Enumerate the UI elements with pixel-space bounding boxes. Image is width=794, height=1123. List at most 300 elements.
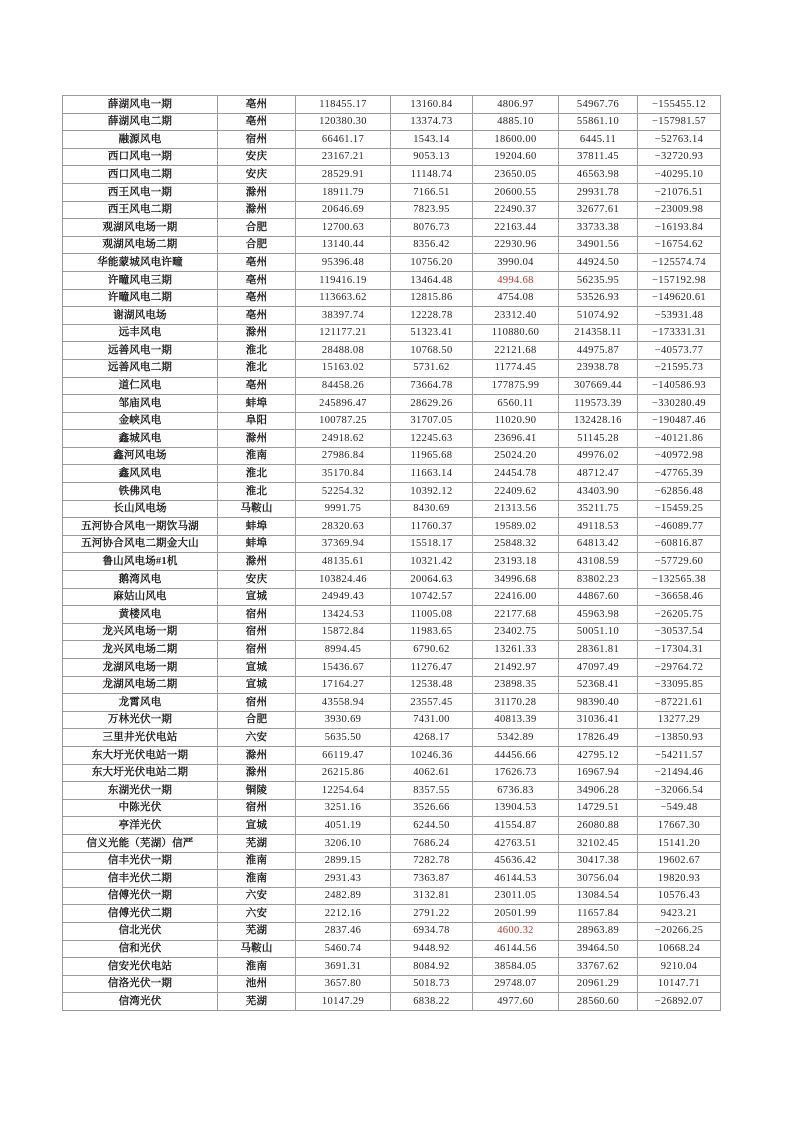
- cell-value-3[interactable]: 23312.40: [473, 307, 559, 325]
- cell-value-1[interactable]: 2931.43: [296, 870, 391, 888]
- cell-value-2[interactable]: 4062.61: [391, 764, 473, 782]
- table-row[interactable]: [63, 447, 721, 465]
- table-row[interactable]: [63, 676, 721, 694]
- cell-value-1[interactable]: 23167.21: [296, 148, 391, 166]
- cell-value-2[interactable]: 7282.78: [391, 852, 473, 870]
- cell-value-2[interactable]: 7431.00: [391, 711, 473, 729]
- cell-value-4[interactable]: 51074.92: [559, 307, 638, 325]
- cell-city[interactable]: 安庆: [218, 571, 296, 589]
- cell-value-5[interactable]: −157981.57: [638, 113, 721, 131]
- cell-plant-name[interactable]: 信北光伏: [63, 922, 218, 940]
- cell-plant-name[interactable]: 谢湖风电场: [63, 307, 218, 325]
- cell-value-2[interactable]: 8356.42: [391, 236, 473, 254]
- cell-value-1[interactable]: 3691.31: [296, 958, 391, 976]
- cell-value-3[interactable]: 25024.20: [473, 447, 559, 465]
- cell-plant-name[interactable]: 信湾光伏: [63, 993, 218, 1011]
- cell-city[interactable]: 亳州: [218, 289, 296, 307]
- cell-value-4[interactable]: 39464.50: [559, 940, 638, 958]
- cell-value-4[interactable]: 13084.54: [559, 887, 638, 905]
- cell-value-5[interactable]: 15141.20: [638, 834, 721, 852]
- table-row[interactable]: [63, 236, 721, 254]
- cell-city[interactable]: 滁州: [218, 430, 296, 448]
- cell-plant-name[interactable]: 薛湖风电二期: [63, 113, 218, 131]
- cell-value-4[interactable]: 37811.45: [559, 148, 638, 166]
- cell-value-2[interactable]: 11760.37: [391, 518, 473, 536]
- cell-value-2[interactable]: 51323.41: [391, 324, 473, 342]
- cell-value-4[interactable]: 64813.42: [559, 535, 638, 553]
- cell-value-5[interactable]: −53931.48: [638, 307, 721, 325]
- cell-value-5[interactable]: −15459.25: [638, 500, 721, 518]
- cell-value-2[interactable]: 13160.84: [391, 96, 473, 114]
- cell-value-5[interactable]: −140586.93: [638, 377, 721, 395]
- cell-value-1[interactable]: 13424.53: [296, 606, 391, 624]
- cell-value-2[interactable]: 6244.50: [391, 817, 473, 835]
- cell-value-2[interactable]: 20064.63: [391, 571, 473, 589]
- cell-city[interactable]: 芜湖: [218, 834, 296, 852]
- cell-city[interactable]: 亳州: [218, 271, 296, 289]
- cell-plant-name[interactable]: 鑫城风电: [63, 430, 218, 448]
- cell-city[interactable]: 铜陵: [218, 782, 296, 800]
- cell-value-5[interactable]: 9210.04: [638, 958, 721, 976]
- table-row[interactable]: [63, 430, 721, 448]
- table-row[interactable]: [63, 324, 721, 342]
- cell-value-4[interactable]: 52368.41: [559, 676, 638, 694]
- cell-value-3[interactable]: 23011.05: [473, 887, 559, 905]
- cell-plant-name[interactable]: 龙湖风电场一期: [63, 659, 218, 677]
- cell-value-2[interactable]: 4268.17: [391, 729, 473, 747]
- cell-value-5[interactable]: −29764.72: [638, 659, 721, 677]
- table-row[interactable]: [63, 166, 721, 184]
- table-row[interactable]: [63, 659, 721, 677]
- cell-value-4[interactable]: 83802.23: [559, 571, 638, 589]
- table-row[interactable]: [63, 641, 721, 659]
- cell-value-5[interactable]: −157192.98: [638, 271, 721, 289]
- cell-value-5[interactable]: −54211.57: [638, 746, 721, 764]
- cell-value-3[interactable]: 23696.41: [473, 430, 559, 448]
- cell-value-3[interactable]: 29748.07: [473, 975, 559, 993]
- cell-value-1[interactable]: 8994.45: [296, 641, 391, 659]
- cell-value-3[interactable]: 46144.53: [473, 870, 559, 888]
- cell-plant-name[interactable]: 鑫河风电场: [63, 447, 218, 465]
- cell-value-3[interactable]: 23898.35: [473, 676, 559, 694]
- cell-plant-name[interactable]: 许疃风电二期: [63, 289, 218, 307]
- cell-value-1[interactable]: 28320.63: [296, 518, 391, 536]
- cell-value-4[interactable]: 35211.75: [559, 500, 638, 518]
- cell-value-3[interactable]: 22930.96: [473, 236, 559, 254]
- cell-plant-name[interactable]: 观湖风电场二期: [63, 236, 218, 254]
- cell-value-4[interactable]: 34901.56: [559, 236, 638, 254]
- cell-value-1[interactable]: 24918.62: [296, 430, 391, 448]
- table-row[interactable]: [63, 694, 721, 712]
- cell-value-4[interactable]: 50051.10: [559, 623, 638, 641]
- cell-value-4[interactable]: 17826.49: [559, 729, 638, 747]
- cell-value-4[interactable]: 98390.40: [559, 694, 638, 712]
- table-row[interactable]: [63, 113, 721, 131]
- cell-value-1[interactable]: 28529.91: [296, 166, 391, 184]
- cell-plant-name[interactable]: 西口风电二期: [63, 166, 218, 184]
- cell-value-4[interactable]: 46563.98: [559, 166, 638, 184]
- cell-plant-name[interactable]: 黄楼风电: [63, 606, 218, 624]
- cell-value-3[interactable]: 4885.10: [473, 113, 559, 131]
- cell-city[interactable]: 宿州: [218, 799, 296, 817]
- cell-value-4[interactable]: 119573.39: [559, 395, 638, 413]
- cell-value-5[interactable]: 17667.30: [638, 817, 721, 835]
- table-row[interactable]: [63, 993, 721, 1011]
- cell-value-3[interactable]: 18600.00: [473, 131, 559, 149]
- table-row[interactable]: [63, 500, 721, 518]
- cell-value-2[interactable]: 9053.13: [391, 148, 473, 166]
- cell-plant-name[interactable]: 远善风电二期: [63, 359, 218, 377]
- cell-value-1[interactable]: 120380.30: [296, 113, 391, 131]
- cell-city[interactable]: 淮北: [218, 359, 296, 377]
- cell-value-3[interactable]: 22490.37: [473, 201, 559, 219]
- cell-value-2[interactable]: 10392.12: [391, 483, 473, 501]
- cell-value-3[interactable]: 3990.04: [473, 254, 559, 272]
- cell-value-4[interactable]: 34906.28: [559, 782, 638, 800]
- cell-value-4[interactable]: 33733.38: [559, 219, 638, 237]
- cell-value-1[interactable]: 17164.27: [296, 676, 391, 694]
- table-row[interactable]: [63, 465, 721, 483]
- cell-value-2[interactable]: 7686.24: [391, 834, 473, 852]
- cell-plant-name[interactable]: 西口风电一期: [63, 148, 218, 166]
- cell-plant-name[interactable]: 信洛光伏一期: [63, 975, 218, 993]
- cell-plant-name[interactable]: 金峡风电: [63, 412, 218, 430]
- cell-value-3[interactable]: 177875.99: [473, 377, 559, 395]
- cell-city[interactable]: 宿州: [218, 641, 296, 659]
- cell-city[interactable]: 淮南: [218, 870, 296, 888]
- table-row[interactable]: [63, 817, 721, 835]
- cell-value-3[interactable]: 46144.56: [473, 940, 559, 958]
- cell-value-1[interactable]: 2899.15: [296, 852, 391, 870]
- cell-value-4[interactable]: 32102.45: [559, 834, 638, 852]
- cell-value-1[interactable]: 43558.94: [296, 694, 391, 712]
- cell-value-3[interactable]: 19204.60: [473, 148, 559, 166]
- cell-plant-name[interactable]: 信丰光伏一期: [63, 852, 218, 870]
- cell-city[interactable]: 宿州: [218, 623, 296, 641]
- cell-plant-name[interactable]: 龙兴风电场一期: [63, 623, 218, 641]
- cell-value-5[interactable]: −26205.75: [638, 606, 721, 624]
- cell-city[interactable]: 六安: [218, 905, 296, 923]
- table-row[interactable]: [63, 571, 721, 589]
- cell-value-2[interactable]: 5018.73: [391, 975, 473, 993]
- cell-plant-name[interactable]: 西王风电二期: [63, 201, 218, 219]
- cell-value-5[interactable]: −125574.74: [638, 254, 721, 272]
- cell-value-5[interactable]: −21494.46: [638, 764, 721, 782]
- cell-value-3[interactable]: 45636.42: [473, 852, 559, 870]
- cell-value-1[interactable]: 2482.89: [296, 887, 391, 905]
- cell-plant-name[interactable]: 东大圩光伏电站二期: [63, 764, 218, 782]
- cell-value-2[interactable]: 11005.08: [391, 606, 473, 624]
- cell-value-2[interactable]: 6934.78: [391, 922, 473, 940]
- cell-value-3[interactable]: 4994.68: [473, 271, 559, 289]
- cell-city[interactable]: 淮南: [218, 447, 296, 465]
- table-row[interactable]: [63, 940, 721, 958]
- table-row[interactable]: [63, 711, 721, 729]
- cell-plant-name[interactable]: 远丰风电: [63, 324, 218, 342]
- cell-value-1[interactable]: 121177.21: [296, 324, 391, 342]
- cell-value-2[interactable]: 12538.48: [391, 676, 473, 694]
- cell-value-3[interactable]: 4806.97: [473, 96, 559, 114]
- cell-value-5[interactable]: −87221.61: [638, 694, 721, 712]
- cell-value-4[interactable]: 56235.95: [559, 271, 638, 289]
- cell-plant-name[interactable]: 三里井光伏电站: [63, 729, 218, 747]
- cell-value-2[interactable]: 10321.42: [391, 553, 473, 571]
- cell-city[interactable]: 蚌埠: [218, 535, 296, 553]
- cell-value-5[interactable]: −21595.73: [638, 359, 721, 377]
- cell-value-5[interactable]: −20266.25: [638, 922, 721, 940]
- cell-value-1[interactable]: 3251.16: [296, 799, 391, 817]
- cell-value-2[interactable]: 8084.92: [391, 958, 473, 976]
- cell-city[interactable]: 宣城: [218, 676, 296, 694]
- table-row[interactable]: [63, 799, 721, 817]
- cell-plant-name[interactable]: 远善风电一期: [63, 342, 218, 360]
- cell-value-3[interactable]: 22121.68: [473, 342, 559, 360]
- cell-value-4[interactable]: 44924.50: [559, 254, 638, 272]
- cell-value-4[interactable]: 44867.60: [559, 588, 638, 606]
- cell-value-4[interactable]: 20961.29: [559, 975, 638, 993]
- cell-plant-name[interactable]: 信傅光伏二期: [63, 905, 218, 923]
- cell-city[interactable]: 安庆: [218, 148, 296, 166]
- cell-value-3[interactable]: 20600.55: [473, 183, 559, 201]
- table-row[interactable]: [63, 148, 721, 166]
- cell-city[interactable]: 滁州: [218, 746, 296, 764]
- cell-value-2[interactable]: 10246.36: [391, 746, 473, 764]
- cell-value-3[interactable]: 11774.45: [473, 359, 559, 377]
- cell-value-1[interactable]: 35170.84: [296, 465, 391, 483]
- cell-value-4[interactable]: 214358.11: [559, 324, 638, 342]
- cell-value-5[interactable]: −46089.77: [638, 518, 721, 536]
- table-row[interactable]: [63, 518, 721, 536]
- table-row[interactable]: [63, 764, 721, 782]
- cell-value-3[interactable]: 24454.78: [473, 465, 559, 483]
- cell-value-3[interactable]: 11020.90: [473, 412, 559, 430]
- cell-value-3[interactable]: 23402.75: [473, 623, 559, 641]
- cell-city[interactable]: 六安: [218, 887, 296, 905]
- cell-value-3[interactable]: 4754.08: [473, 289, 559, 307]
- table-row[interactable]: [63, 834, 721, 852]
- cell-value-3[interactable]: 21313.56: [473, 500, 559, 518]
- cell-value-3[interactable]: 13904.53: [473, 799, 559, 817]
- table-row[interactable]: [63, 588, 721, 606]
- cell-value-5[interactable]: −57729.60: [638, 553, 721, 571]
- cell-value-4[interactable]: 23938.78: [559, 359, 638, 377]
- cell-value-4[interactable]: 43108.59: [559, 553, 638, 571]
- cell-value-2[interactable]: 8076.73: [391, 219, 473, 237]
- cell-value-5[interactable]: 10576.43: [638, 887, 721, 905]
- cell-value-3[interactable]: 42763.51: [473, 834, 559, 852]
- cell-value-2[interactable]: 3132.81: [391, 887, 473, 905]
- cell-value-1[interactable]: 15872.84: [296, 623, 391, 641]
- cell-value-1[interactable]: 118455.17: [296, 96, 391, 114]
- cell-value-5[interactable]: −40573.77: [638, 342, 721, 360]
- cell-plant-name[interactable]: 万林光伏一期: [63, 711, 218, 729]
- cell-value-2[interactable]: 23557.45: [391, 694, 473, 712]
- cell-value-1[interactable]: 3206.10: [296, 834, 391, 852]
- cell-value-4[interactable]: 31036.41: [559, 711, 638, 729]
- cell-city[interactable]: 芜湖: [218, 993, 296, 1011]
- cell-value-5[interactable]: −40295.10: [638, 166, 721, 184]
- cell-value-5[interactable]: −330280.49: [638, 395, 721, 413]
- cell-value-4[interactable]: 48712.47: [559, 465, 638, 483]
- cell-value-1[interactable]: 9991.75: [296, 500, 391, 518]
- cell-value-4[interactable]: 43403.90: [559, 483, 638, 501]
- cell-value-3[interactable]: 22177.68: [473, 606, 559, 624]
- cell-value-4[interactable]: 54967.76: [559, 96, 638, 114]
- cell-city[interactable]: 淮北: [218, 342, 296, 360]
- table-row[interactable]: [63, 870, 721, 888]
- cell-value-1[interactable]: 245896.47: [296, 395, 391, 413]
- cell-city[interactable]: 淮北: [218, 483, 296, 501]
- cell-value-4[interactable]: 55861.10: [559, 113, 638, 131]
- cell-plant-name[interactable]: 中陈光伏: [63, 799, 218, 817]
- cell-city[interactable]: 滁州: [218, 764, 296, 782]
- cell-value-3[interactable]: 25848.32: [473, 535, 559, 553]
- cell-plant-name[interactable]: 信傅光伏一期: [63, 887, 218, 905]
- cell-value-1[interactable]: 66461.17: [296, 131, 391, 149]
- cell-city[interactable]: 宿州: [218, 694, 296, 712]
- cell-value-1[interactable]: 95396.48: [296, 254, 391, 272]
- cell-value-3[interactable]: 23193.18: [473, 553, 559, 571]
- cell-value-1[interactable]: 28488.08: [296, 342, 391, 360]
- cell-value-1[interactable]: 12700.63: [296, 219, 391, 237]
- cell-value-4[interactable]: 45963.98: [559, 606, 638, 624]
- cell-city[interactable]: 滁州: [218, 201, 296, 219]
- cell-value-4[interactable]: 28963.89: [559, 922, 638, 940]
- cell-value-3[interactable]: 17626.73: [473, 764, 559, 782]
- table-row[interactable]: [63, 131, 721, 149]
- cell-value-2[interactable]: 6838.22: [391, 993, 473, 1011]
- cell-plant-name[interactable]: 五河协合风电二期金大山: [63, 535, 218, 553]
- cell-value-5[interactable]: −155455.12: [638, 96, 721, 114]
- table-row[interactable]: [63, 852, 721, 870]
- cell-value-3[interactable]: 4977.60: [473, 993, 559, 1011]
- cell-plant-name[interactable]: 东湖光伏一期: [63, 782, 218, 800]
- cell-value-1[interactable]: 119416.19: [296, 271, 391, 289]
- cell-value-5[interactable]: 10668.24: [638, 940, 721, 958]
- cell-value-5[interactable]: −13850.93: [638, 729, 721, 747]
- cell-value-2[interactable]: 11663.14: [391, 465, 473, 483]
- cell-value-5[interactable]: −21076.51: [638, 183, 721, 201]
- cell-value-2[interactable]: 10742.57: [391, 588, 473, 606]
- cell-value-2[interactable]: 11983.65: [391, 623, 473, 641]
- cell-plant-name[interactable]: 亭洋光伏: [63, 817, 218, 835]
- cell-value-5[interactable]: −40121.86: [638, 430, 721, 448]
- cell-value-4[interactable]: 30417.38: [559, 852, 638, 870]
- cell-city[interactable]: 池州: [218, 975, 296, 993]
- cell-value-2[interactable]: 12815.86: [391, 289, 473, 307]
- cell-value-5[interactable]: −23009.98: [638, 201, 721, 219]
- cell-value-3[interactable]: 5342.89: [473, 729, 559, 747]
- cell-value-1[interactable]: 100787.25: [296, 412, 391, 430]
- cell-value-4[interactable]: 16967.94: [559, 764, 638, 782]
- cell-value-1[interactable]: 2837.46: [296, 922, 391, 940]
- cell-plant-name[interactable]: 道仁风电: [63, 377, 218, 395]
- cell-plant-name[interactable]: 麻姑山风电: [63, 588, 218, 606]
- cell-value-1[interactable]: 15436.67: [296, 659, 391, 677]
- cell-plant-name[interactable]: 华能蒙城风电许疃: [63, 254, 218, 272]
- cell-value-5[interactable]: −132565.38: [638, 571, 721, 589]
- cell-value-2[interactable]: 8357.55: [391, 782, 473, 800]
- cell-value-3[interactable]: 20501.99: [473, 905, 559, 923]
- cell-value-2[interactable]: 10756.20: [391, 254, 473, 272]
- cell-value-1[interactable]: 37369.94: [296, 535, 391, 553]
- cell-city[interactable]: 淮南: [218, 852, 296, 870]
- table-row[interactable]: [63, 254, 721, 272]
- table-row[interactable]: [63, 905, 721, 923]
- cell-value-1[interactable]: 26215.86: [296, 764, 391, 782]
- cell-value-1[interactable]: 113663.62: [296, 289, 391, 307]
- cell-plant-name[interactable]: 信义光能（芜湖）信严: [63, 834, 218, 852]
- cell-value-1[interactable]: 84458.26: [296, 377, 391, 395]
- cell-value-5[interactable]: −149620.61: [638, 289, 721, 307]
- cell-city[interactable]: 合肥: [218, 711, 296, 729]
- cell-value-5[interactable]: −549.48: [638, 799, 721, 817]
- cell-value-2[interactable]: 12245.63: [391, 430, 473, 448]
- table-row[interactable]: [63, 922, 721, 940]
- cell-plant-name[interactable]: 长山风电场: [63, 500, 218, 518]
- cell-value-3[interactable]: 19589.02: [473, 518, 559, 536]
- cell-value-1[interactable]: 15163.02: [296, 359, 391, 377]
- cell-value-4[interactable]: 28361.81: [559, 641, 638, 659]
- cell-value-2[interactable]: 11276.47: [391, 659, 473, 677]
- cell-plant-name[interactable]: 鑫风风电: [63, 465, 218, 483]
- cell-value-5[interactable]: −173331.31: [638, 324, 721, 342]
- cell-city[interactable]: 宣城: [218, 588, 296, 606]
- table-row[interactable]: [63, 183, 721, 201]
- cell-value-2[interactable]: 6790.62: [391, 641, 473, 659]
- table-row[interactable]: [63, 96, 721, 114]
- table-row[interactable]: [63, 782, 721, 800]
- cell-city[interactable]: 滁州: [218, 553, 296, 571]
- cell-value-3[interactable]: 22163.44: [473, 219, 559, 237]
- cell-value-5[interactable]: −16754.62: [638, 236, 721, 254]
- cell-value-5[interactable]: −47765.39: [638, 465, 721, 483]
- cell-value-2[interactable]: 28629.26: [391, 395, 473, 413]
- cell-value-1[interactable]: 24949.43: [296, 588, 391, 606]
- cell-value-2[interactable]: 11965.68: [391, 447, 473, 465]
- cell-value-3[interactable]: 4600.32: [473, 922, 559, 940]
- cell-value-5[interactable]: −33095.85: [638, 676, 721, 694]
- cell-city[interactable]: 宿州: [218, 131, 296, 149]
- table-row[interactable]: [63, 606, 721, 624]
- table-row[interactable]: [63, 623, 721, 641]
- cell-value-4[interactable]: 32677.61: [559, 201, 638, 219]
- cell-value-3[interactable]: 41554.87: [473, 817, 559, 835]
- cell-value-4[interactable]: 49118.53: [559, 518, 638, 536]
- table-row[interactable]: [63, 746, 721, 764]
- cell-value-1[interactable]: 20646.69: [296, 201, 391, 219]
- cell-value-5[interactable]: −30537.54: [638, 623, 721, 641]
- cell-city[interactable]: 六安: [218, 729, 296, 747]
- cell-value-1[interactable]: 5635.50: [296, 729, 391, 747]
- cell-city[interactable]: 亳州: [218, 254, 296, 272]
- cell-city[interactable]: 滁州: [218, 324, 296, 342]
- cell-value-1[interactable]: 10147.29: [296, 993, 391, 1011]
- cell-value-5[interactable]: 13277.29: [638, 711, 721, 729]
- cell-value-5[interactable]: −16193.84: [638, 219, 721, 237]
- cell-plant-name[interactable]: 西王风电一期: [63, 183, 218, 201]
- cell-city[interactable]: 宿州: [218, 606, 296, 624]
- cell-value-2[interactable]: 9448.92: [391, 940, 473, 958]
- cell-value-4[interactable]: 14729.51: [559, 799, 638, 817]
- cell-value-5[interactable]: −32720.93: [638, 148, 721, 166]
- cell-value-3[interactable]: 6736.83: [473, 782, 559, 800]
- cell-value-2[interactable]: 31707.05: [391, 412, 473, 430]
- table-row[interactable]: [63, 483, 721, 501]
- cell-value-4[interactable]: 28560.60: [559, 993, 638, 1011]
- table-row[interactable]: [63, 553, 721, 571]
- cell-value-4[interactable]: 6445.11: [559, 131, 638, 149]
